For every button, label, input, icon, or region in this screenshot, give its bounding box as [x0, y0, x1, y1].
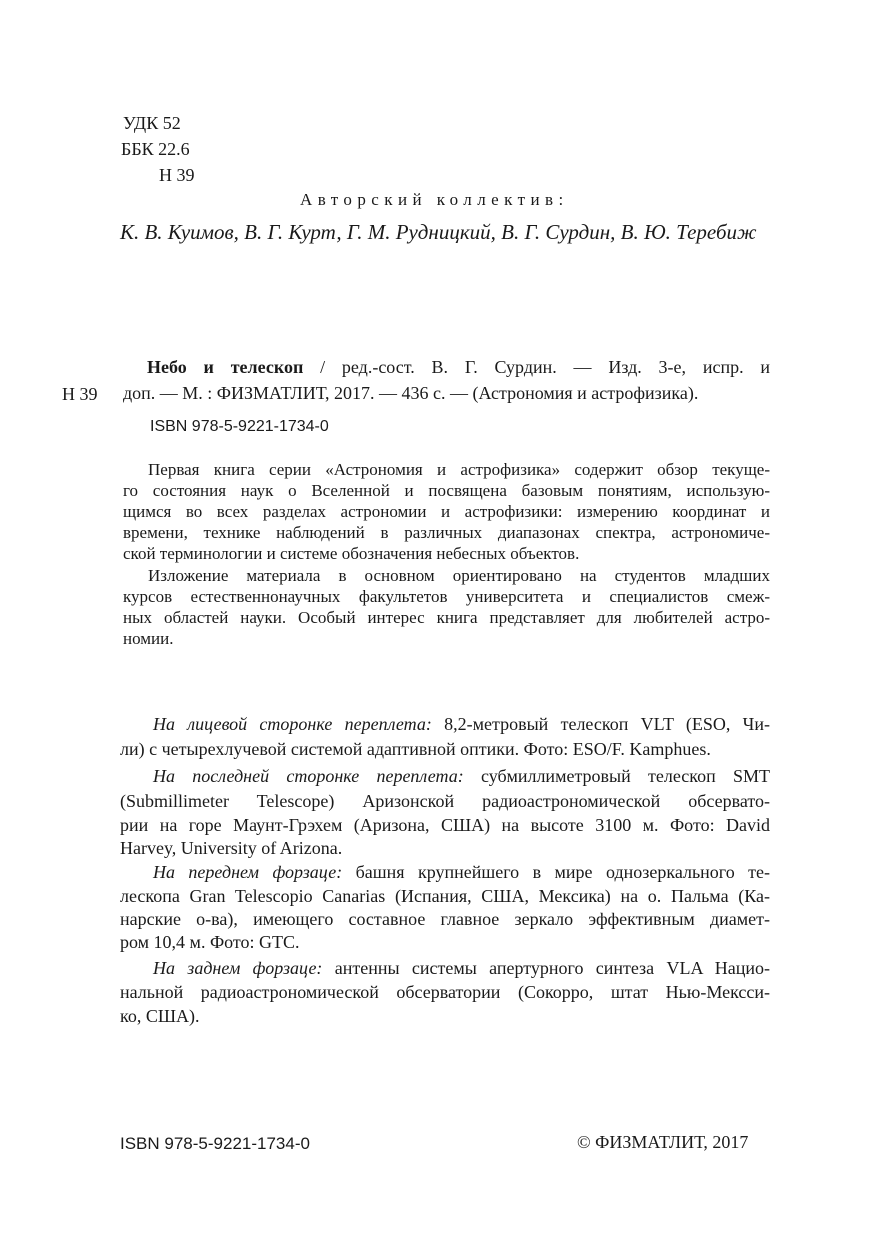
annotation-p1-line-2: го состояния наук о Вселенной и посвящена базовым понятиям, использую- — [123, 481, 770, 500]
caption-front-line-1 — [153, 712, 770, 736]
caption-rear-line-3: ко, США). — [120, 1006, 200, 1026]
biblio-line-1-rest: / ред.-сост. В. Г. Сурдин. — Изд. 3-е, испр. и — [303, 357, 770, 377]
caption-back-label: На последней сторонке переплета: — [153, 766, 464, 786]
footer-isbn: ISBN 978-5-9221-1734-0 — [120, 1134, 310, 1153]
caption-back-line-1 — [153, 764, 770, 788]
caption-fwd-line-2: лескопа Gran Telescopio Canarias (Испания, США, Мексика) на о. Пальма (Ка- — [120, 886, 770, 906]
caption-fwd-line-1 — [153, 860, 770, 884]
caption-fwd-label: На переднем форзаце: — [153, 862, 343, 882]
bbk-code: ББК 22.6 — [121, 139, 190, 159]
book-title: Небо и телескоп — [147, 357, 304, 377]
udk-block — [123, 110, 195, 188]
annotation-p2-line-4: номии. — [123, 629, 174, 648]
caption-front-line-2: ли) с четырехлучевой системой адаптивной оптики. Фото: ESO/F. Kamphues. — [120, 739, 711, 759]
caption-front-text-1: 8,2-метровый телескоп VLT (ESO, Чи- — [431, 714, 771, 734]
annotation-p1-line-3: щимся во всех разделах астрономии и астрофизики: измерению координат и — [123, 502, 770, 521]
biblio-isbn: ISBN 978-5-9221-1734-0 — [150, 418, 329, 435]
footer-copyright: © ФИЗМАТЛИТ, 2017 — [577, 1132, 749, 1152]
caption-fwd-text-1: башня крупнейшего в мире однозеркального те- — [342, 862, 770, 882]
annotation-p1-line-1: Первая книга серии «Астрономия и астрофизика» содержит обзор текуще- — [148, 460, 770, 479]
caption-fwd-line-4: ром 10,4 м. Фото: GTC. — [120, 932, 300, 952]
biblio-line-1 — [147, 356, 770, 378]
caption-back-line-4: Harvey, University of Arizona. — [120, 838, 343, 858]
annotation-p2-line-2: курсов естественнонаучных факультетов университета и специалистов смеж- — [123, 587, 770, 606]
author-mark-code: Н 39 — [159, 165, 195, 185]
caption-front-label: На лицевой сторонке переплета: — [153, 714, 432, 734]
caption-rear-line-1 — [153, 956, 770, 980]
udk-code: УДК 52 — [123, 113, 181, 133]
caption-back-line-3: рии на горе Маунт-Грэхем (Аризона, США) на высоте 3100 м. Фото: David — [120, 815, 770, 835]
authors-heading: Авторский коллектив: — [300, 190, 569, 209]
biblio-side-code: Н 39 — [62, 384, 98, 404]
annotation-p1-line-4: времени, технике наблюдений в различных диапазонах спектра, астрономиче- — [123, 523, 770, 542]
caption-rear-label: На заднем форзаце: — [153, 958, 323, 978]
annotation-p2-line-1: Изложение материала в основном ориентировано на студентов младших — [148, 566, 770, 585]
annotation-p2-line-3: ных областей науки. Особый интерес книга представляет для любителей астро- — [123, 608, 770, 627]
caption-fwd-line-3: нарские о-ва), имеющего составное главное зеркало эффективным диамет- — [120, 909, 770, 929]
caption-back-line-2: (Submillimeter Telescope) Аризонской радиоастрономической обсервато- — [120, 791, 770, 811]
authors-names: К. В. Куимов, В. Г. Курт, Г. М. Рудницкий, В. Г. Сурдин, В. Ю. Теребиж — [120, 220, 757, 244]
caption-rear-text-1: антенны системы апертурного синтеза VLA Нацио- — [322, 958, 770, 978]
caption-rear-line-2: нальной радиоастрономической обсерватории (Сокорро, штат Нью-Мексси- — [120, 982, 770, 1002]
annotation-p1-line-5: ской терминологии и системе обозначения небесных объектов. — [123, 544, 580, 563]
biblio-line-2: доп. — М. : ФИЗМАТЛИТ, 2017. — 436 с. — (Астрономия и астрофизика). — [123, 383, 699, 403]
caption-back-text-1: субмиллиметровый телескоп SMT — [463, 766, 770, 786]
